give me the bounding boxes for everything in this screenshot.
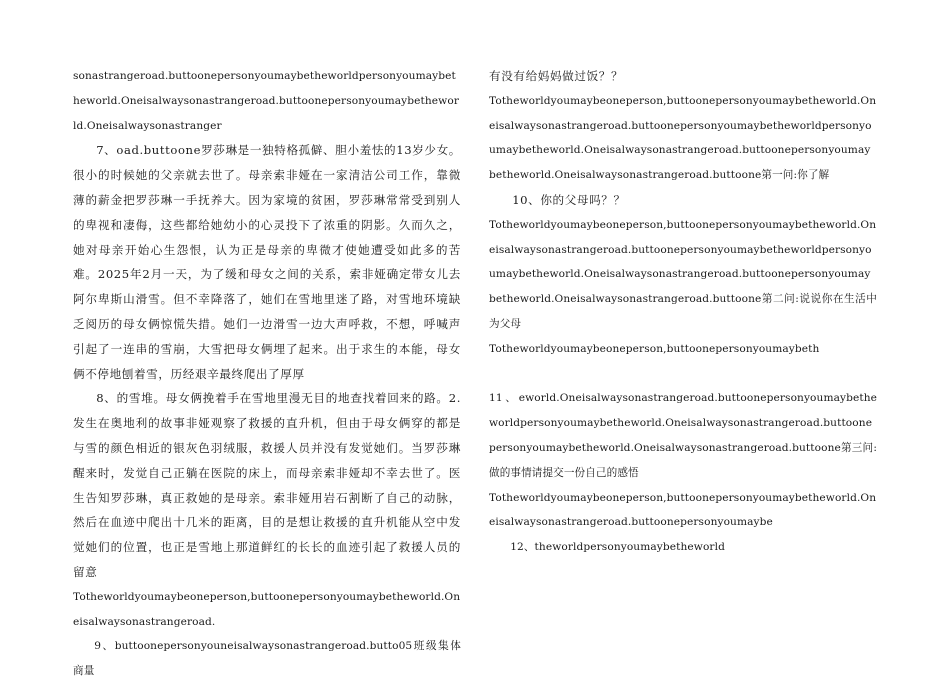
paragraph-cook-question: 有没有给妈妈做过饭？？	[489, 69, 624, 83]
left-column	[73, 64, 461, 684]
paragraph-10: 10、你的父母吗？？	[512, 192, 626, 207]
paragraph-9: 9、buttoonepersonyouneisalwaysonastrangeroad.butto05班级集体商量	[73, 640, 461, 678]
paragraph-gap	[489, 362, 877, 387]
paragraph-12: 12、theworldpersonyoumaybetheworld	[510, 541, 725, 554]
paragraph-second-question: Totheworldyoumaybeoneperson,buttoonepersonyoumaybetheworld.Oneisalwaysonastrangeroad.buttoonepersonyoumaybetheworldpersonyoumaybetheworld.Oneisalwaysonastrangeroad.buttoonepersonyoumaybetheworld.Oneisalwaysonastrangeroad.buttoone第二问:说说你在生活中为父母	[489, 218, 877, 330]
paragraph-8: 8、的雪堆。母女俩挽着手在雪地里漫无目的地查找着回来的路。2.发生在奥地利的故事非娅观察了救援的直升机，但由于母女俩穿的都是与雪的颜色相近的银灰色羽绒服，救援人员并没有发觉她们。当罗莎琳醒来时，发觉自己正躺在医院的床上，而母亲索非娅却不幸去世了。医生告知罗莎琳，真正救她的是母亲。索非娅用岩石割断了自己的动脉，然后在血迹中爬出十几米的距离，目的是想让救援的直升机能从空中发觉她们的位置，也正是雪地上那道鲜红的长长的血迹引起了救援人员的留意	[73, 391, 461, 579]
paragraph-7: 7、oad.buttoone罗莎琳是一独特格孤僻、胆小羞怯的13岁少女。很小的时候她的父亲就去世了。母亲索非娅在一家清洁公司工作，靠微薄的薪金把罗莎琳一手抚养大。因为家境的贫困，罗莎琳常常受到别人的卑视和凄侮，这些都给她幼小的心灵投下了浓重的阴影。久而久之，她对母亲开始心生怨恨，认为正是母亲的卑微才使她遭受如此多的苦难。2025年2月一天，为了缓和母女之间的关系，索非娅确定带女儿去阿尔卑斯山滑雪。但不幸降落了，她们在雪地里迷了路，对雪地环境缺乏阅历的母女俩惊慌失措。她们一边滑雪一边大声呼救，不想，呼喊声引起了一连串的雪崩，大雪把母女俩埋了起来。出于求生的本能，母女俩不停地刨着雪，历经艰辛最终爬出了厚厚	[73, 143, 461, 381]
right-column	[489, 64, 877, 560]
paragraph-english-line: Totheworldyoumaybeoneperson,buttoonepersonyoumaybetheworld.Oneisalwaysonastrangeroad.	[73, 590, 461, 628]
paragraph-first-question: Totheworldyoumaybeoneperson,buttoonepersonyoumaybetheworld.Oneisalwaysonastrangeroad.buttoonepersonyoumaybetheworldpersonyoumaybetheworld.Oneisalwaysonastrangeroad.buttoonepersonyoumaybetheworld.Oneisalwaysonastrangeroad.buttoone第一问:你了解	[489, 94, 877, 182]
paragraph-english-line-2: Totheworldyoumaybeoneperson,buttoonepersonyoumaybetheworld.Oneisalwaysonastrangeroad.buttoonepersonyoumaybe	[489, 491, 877, 529]
paragraph-intro: sonastrangeroad.buttoonepersonyoumaybetheworldpersonyoumaybetheworld.Oneisalwaysonastrangeroad.buttoonepersonyoumaybetheworld.Oneisalwaysonastranger	[73, 70, 459, 132]
paragraph-english-fragment: Totheworldyoumaybeoneperson,buttoonepersonyoumaybeth	[489, 342, 820, 355]
paragraph-11: 11、eworld.Oneisalwaysonastrangeroad.buttoonepersonyoumaybetheworldpersonyoumaybetheworld.Oneisalwaysonastrangeroad.buttoonepersonyoumaybetheworld.Oneisalwaysonastrangeroad.buttoone第三问:做的事情请提交一份自己的感悟	[489, 392, 877, 479]
